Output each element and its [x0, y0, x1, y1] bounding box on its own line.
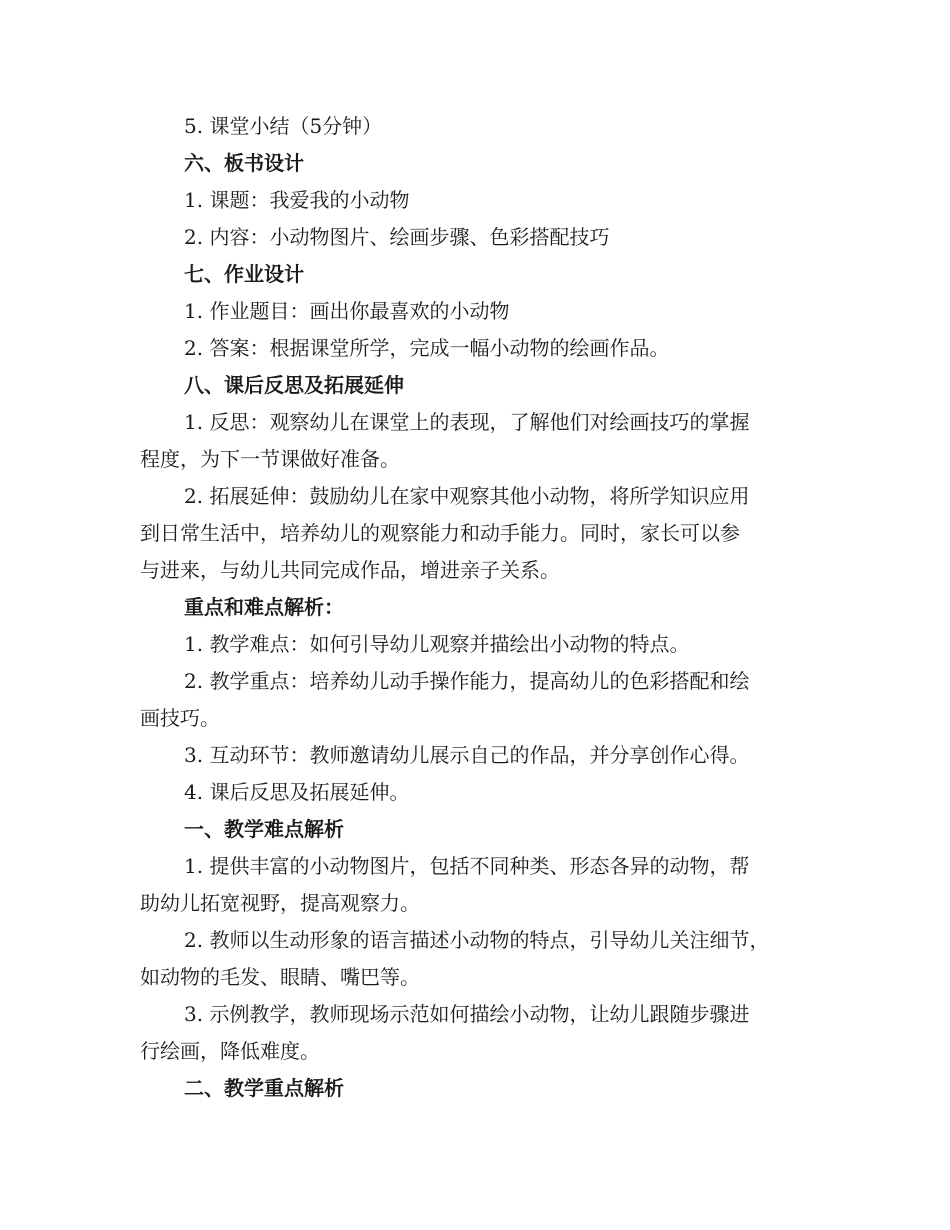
section-heading: 二、教学重点解析 [184, 1076, 344, 1100]
section-heading: 一、教学难点解析 [184, 817, 344, 841]
paragraph-line: 如动物的毛发、眼睛、嘴巴等。 [140, 965, 420, 989]
paragraph-line: 助幼儿拓宽视野，提高观察力。 [140, 891, 420, 915]
paragraph-line: 2. 拓展延伸：鼓励幼儿在家中观察其他小动物，将所学知识应用 [184, 484, 750, 508]
section-heading: 七、作业设计 [184, 262, 304, 286]
paragraph-line: 2. 教学重点：培养幼儿动手操作能力，提高幼儿的色彩搭配和绘 [184, 669, 750, 693]
paragraph-line: 2. 教师以生动形象的语言描述小动物的特点，引导幼儿关注细节， [184, 928, 770, 952]
section-heading: 重点和难点解析： [184, 595, 344, 619]
paragraph-line: 1. 提供丰富的小动物图片，包括不同种类、形态各异的动物，帮 [184, 854, 750, 878]
paragraph-line: 1. 作业题目：画出你最喜欢的小动物 [184, 299, 510, 323]
paragraph-line: 1. 课题：我爱我的小动物 [184, 188, 410, 212]
paragraph-line: 3. 互动环节：教师邀请幼儿展示自己的作品，并分享创作心得。 [184, 743, 750, 767]
paragraph-line: 1. 教学难点：如何引导幼儿观察并描绘出小动物的特点。 [184, 632, 690, 656]
paragraph-line: 5. 课堂小结（5分钟） [184, 114, 383, 138]
section-heading: 八、课后反思及拓展延伸 [184, 373, 404, 397]
paragraph-line: 2. 内容：小动物图片、绘画步骤、色彩搭配技巧 [184, 225, 610, 249]
paragraph-line: 程度，为下一节课做好准备。 [140, 447, 400, 471]
paragraph-line: 画技巧。 [140, 706, 220, 730]
paragraph-line: 到日常生活中，培养幼儿的观察能力和动手能力。同时，家长可以参 [140, 521, 740, 545]
section-heading: 六、板书设计 [184, 151, 304, 175]
paragraph-line: 2. 答案：根据课堂所学，完成一幅小动物的绘画作品。 [184, 336, 670, 360]
paragraph-line: 3. 示例教学，教师现场示范如何描绘小动物，让幼儿跟随步骤进 [184, 1002, 750, 1026]
paragraph-line: 与进来，与幼儿共同完成作品，增进亲子关系。 [140, 558, 560, 582]
paragraph-line: 行绘画，降低难度。 [140, 1039, 320, 1063]
paragraph-line: 4. 课后反思及拓展延伸。 [184, 780, 410, 804]
paragraph-line: 1. 反思：观察幼儿在课堂上的表现，了解他们对绘画技巧的掌握 [184, 410, 750, 434]
